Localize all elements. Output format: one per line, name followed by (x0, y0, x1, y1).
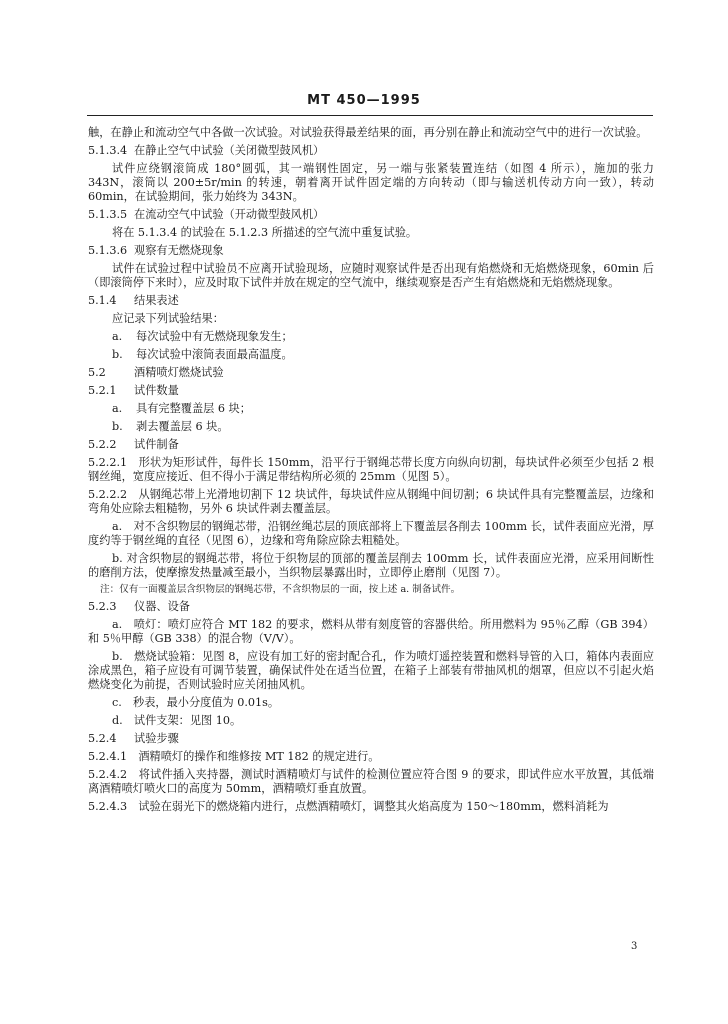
heading-text: 试验步骤 (134, 731, 179, 745)
document-body (88, 124, 654, 816)
heading-5-2-3 (88, 598, 654, 616)
heading-5-1-3-5 (88, 206, 654, 224)
heading-5-2-1 (88, 382, 654, 400)
heading-5-1-3-6 (88, 242, 654, 260)
heading-number: 5.2.1 (88, 384, 117, 397)
paragraph-5-1-3-5: 将在 5.1.3.4 的试验在 5.1.2.3 所描述的空气流中重复试验。 (112, 226, 418, 239)
list-label: b. (112, 348, 123, 361)
list-item (88, 400, 654, 418)
paragraph-continuation: 触，在静止和流动空气中各做一次试验。对试验获得最差结果的面，再分别在静止和流动空气中的进行一次试验。 (88, 126, 648, 139)
heading-5-2-4 (88, 730, 654, 748)
list-text: 每次试验中滚筒表面最高温度。 (136, 348, 293, 361)
paragraph-5-2-2-2-b: b. 对含织物层的钢绳芯带，将位于织物层的顶部的覆盖层削去 100mm 长，试件表面应光滑，应采用间断性的磨削方法，使摩擦发热量减至最小，当织物层暴露出时，立即停止磨削（见图 7）。 (88, 552, 654, 579)
note: 注：仅有一面覆盖层含织物层的钢绳芯带，不含织物层的一面，按上述 a. 制备试件。 (100, 584, 461, 595)
paragraph-5-1-3-4: 试件应绕钢滚筒成 180°圆弧，其一端钢性固定，另一端与张紧装置连结（如图 4 所示），施加的张力 343N，滚筒以 200±5r/min 的转速，朝着离开试件固定端的方向转动（即与输送机传动方向一致），转动 60min，在试验期间，张力始终为 343N。 (88, 162, 654, 203)
heading-text: 观察有无燃烧现象 (134, 244, 224, 257)
list-text: 具有完整覆盖层 6 块； (136, 402, 251, 415)
paragraph-5-2-4-1: 5.2.4.1 酒精喷灯的操作和维修按 MT 182 的规定进行。 (88, 749, 380, 763)
heading-number: 5.2 (88, 366, 106, 379)
list-label: a. (112, 402, 123, 415)
heading-5-2-2 (88, 436, 654, 454)
list-item (88, 346, 654, 364)
paragraph-5-1-3-6: 试件在试验过程中试验员不应离开试验现场，应随时观察试件是否出现有焰燃烧和无焰燃烧现象，60min 后（即滚筒停下来时），应及时取下试件并放在规定的空气流中，继续观察是否产生有焰燃烧和无焰燃烧现象。 (88, 262, 654, 289)
heading-5-1-4 (88, 292, 654, 310)
paragraph-5-2-2-1: 5.2.2.1 形状为矩形试件，每件长 150mm，沿平行于钢绳芯带长度方向纵向切割，每块试件必须至少包括 2 根钢丝绳，宽度应接近、但不得小于满足带结构所必须的 25mm（见图 5）。 (88, 456, 654, 483)
paragraph-5-2-4-3: 5.2.4.3 试验在弱光下的燃烧箱内进行，点燃酒精喷灯，调整其火焰高度为 150～180mm，燃料消耗为 (88, 799, 609, 813)
paragraph-5-2-3-a: a. 喷灯：喷灯应符合 MT 182 的要求，燃料从带有刻度管的容器供给。所用燃料为 95％乙醇（GB 394）和 5％甲醇（GB 338）的混合物（V/V）。 (88, 617, 654, 645)
paragraph-5-2-2-2: 5.2.2.2 从钢绳芯带上光滑地切割下 12 块试件，每块试件应从钢绳中间切割；6 块试件具有完整覆盖层，边缘和弯角处应除去粗糙物，另外 6 块试件剥去覆盖层。 (88, 488, 654, 515)
heading-5-1-3-4 (88, 142, 654, 160)
paragraph-5-2-2-2-a: a. 对不含织物层的钢绳芯带，沿钢丝绳芯层的顶底部将上下覆盖层各削去 100mm 长，试件表面应光滑，厚度约等于钢丝绳的直径（见图 6），边缘和弯角除应除去粗糙处。 (88, 520, 654, 547)
heading-text: 在静止空气中试验（关闭微型鼓风机） (134, 144, 325, 157)
list-item (88, 418, 654, 436)
paragraph-5-2-4-2: 5.2.4.2 将试件插入夹持器，测试时酒精喷灯与试件的检测位置应符合图 9 的要求，即试件应水平放置，其低端离酒精喷灯喷火口的高度为 50mm，酒精喷灯垂直放置。 (88, 767, 654, 795)
heading-text: 在流动空气中试验（开动微型鼓风机） (134, 208, 325, 221)
heading-text: 试件制备 (134, 438, 179, 451)
page-header: MT 450—1995 (307, 93, 421, 108)
heading-number: 5.1.3.5 (88, 208, 128, 221)
heading-5-2 (88, 364, 654, 382)
heading-number: 5.1.3.4 (88, 144, 128, 157)
list-label: b. (112, 420, 123, 433)
list-text: 剥去覆盖层 6 块。 (136, 420, 229, 433)
page-number: 3 (631, 941, 638, 952)
heading-number: 5.2.3 (88, 599, 117, 613)
heading-text: 酒精喷灯燃烧试验 (134, 366, 224, 379)
paragraph-5-2-3-b: b. 燃烧试验箱：见图 8，应设有加工好的密封配合孔，作为喷灯遥控装置和燃料导管的入口，箱体内表面应涂成黑色，箱子应设有可调节装置，确保试件处在适当位置，在箱子上部装有带抽风机的烟罩，但应以不引起火焰燃烧变化为前提，否则试验时应关闭抽风机。 (88, 649, 654, 691)
heading-number: 5.1.3.6 (88, 244, 128, 257)
heading-number: 5.2.4 (88, 731, 117, 745)
paragraph-5-2-3-d: d. 试件支架：见图 10。 (112, 713, 242, 727)
heading-text: 结果表述 (134, 294, 179, 307)
heading-text: 试件数量 (134, 384, 179, 397)
header-rule (87, 115, 653, 116)
heading-text: 仪器、设备 (134, 599, 190, 613)
list-label: a. (112, 330, 123, 343)
heading-number: 5.2.2 (88, 438, 117, 451)
heading-number: 5.1.4 (88, 294, 117, 307)
paragraph-5-2-3-c: c. 秒表，最小分度值为 0.01s。 (112, 695, 280, 709)
list-text: 每次试验中有无燃烧现象发生； (136, 330, 293, 343)
list-item (88, 328, 654, 346)
paragraph-5-1-4: 应记录下列试验结果： (112, 312, 224, 325)
